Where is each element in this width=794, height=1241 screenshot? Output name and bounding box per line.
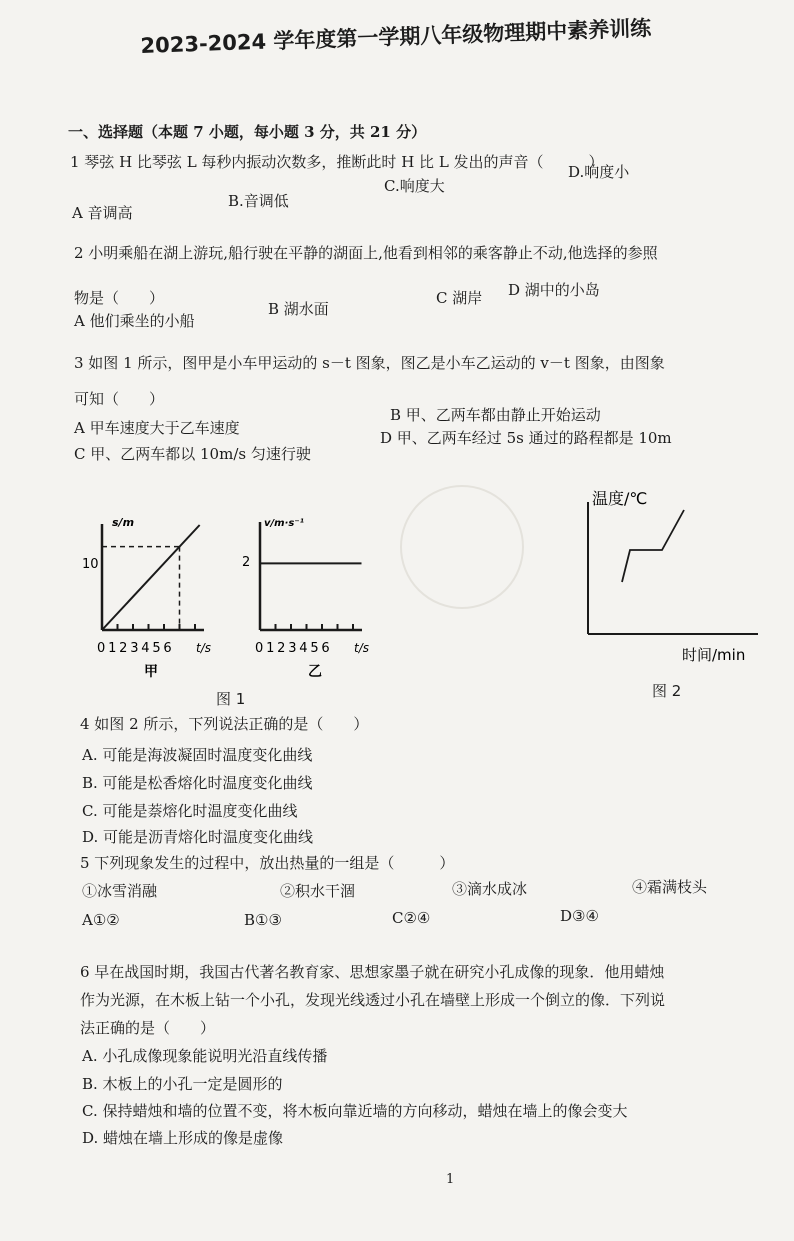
q4-option-c: C. 可能是萘熔化时温度变化曲线	[82, 802, 298, 820]
q6-stem-line3: 法正确的是（ ）	[80, 1019, 216, 1037]
q2-option-c: C 湖岸	[436, 289, 483, 307]
yi-y-label: v/m·s⁻¹	[264, 518, 304, 529]
q1-option-b: B.音调低	[228, 192, 289, 210]
figure2-graph	[572, 482, 772, 672]
figure1-graph-jia	[76, 512, 216, 682]
q2-option-d: D 湖中的小岛	[508, 281, 600, 299]
fig2-y-label: 温度/℃	[592, 489, 648, 508]
q3-option-d: D 甲、乙两车经过 5s 通过的路程都是 10m	[380, 429, 672, 447]
jia-x-tick-labels: 0123456	[97, 641, 175, 656]
yi-y-tick-label: 2	[242, 555, 251, 570]
q2-option-a: A 他们乘坐的小船	[74, 312, 195, 330]
page-title: 2023-2024 学年度第一学期八年级物理期中素养训练	[140, 16, 652, 58]
q5-option-a: A①②	[82, 911, 120, 929]
yi-name: 乙	[308, 664, 322, 680]
fig2-x-label: 时间/min	[682, 646, 746, 664]
q2-stem-line2: 物是（ ）	[74, 289, 165, 307]
jia-series-line	[102, 525, 200, 630]
q3-option-c: C 甲、乙两车都以 10m/s 匀速行驶	[74, 445, 311, 463]
q4-option-a: A. 可能是海波凝固时温度变化曲线	[82, 746, 313, 764]
jia-y-tick-label: 10	[82, 557, 99, 572]
section-heading: 一、选择题（本题 7 小题，每小题 3 分，共 21 分）	[68, 123, 427, 141]
q6-stem-line1: 6 早在战国时期，我国古代著名教育家、思想家墨子就在研究小孔成像的现象．他用蜡烛	[80, 963, 665, 981]
q6-option-a: A. 小孔成像现象能说明光沿直线传播	[82, 1047, 328, 1065]
q3-stem-line2: 可知（ ）	[74, 390, 165, 408]
jia-y-label: s/m	[112, 516, 135, 529]
q5-option-c: C②④	[392, 909, 431, 927]
page-number: 1	[446, 1172, 455, 1187]
q5-item-1: ①冰雪消融	[82, 882, 158, 900]
figure1-caption: 图 1	[216, 690, 246, 708]
q4-option-d: D. 可能是沥青熔化时温度变化曲线	[82, 828, 314, 846]
q5-stem: 5 下列现象发生的过程中，放出热量的一组是（ ）	[80, 854, 455, 872]
q2-stem-line1: 2 小明乘船在湖上游玩,船行驶在平静的湖面上,他看到相邻的乘客静止不动,他选择的参照	[74, 244, 658, 262]
q3-option-a: A 甲车速度大于乙车速度	[74, 419, 240, 437]
q1-option-d: D.响度小	[568, 163, 630, 181]
q5-option-d: D③④	[560, 907, 599, 925]
q4-option-b: B. 可能是松香熔化时温度变化曲线	[82, 774, 313, 792]
q1-stem: 1 琴弦 H 比琴弦 L 每秒内振动次数多，推断此时 H 比 L 发出的声音（ ）	[70, 153, 604, 171]
figure2-caption: 图 2	[652, 682, 682, 700]
q4-stem: 4 如图 2 所示，下列说法正确的是（ ）	[80, 715, 369, 733]
q6-stem-line2: 作为光源，在木板上钻一个小孔，发现光线透过小孔在墙壁上形成一个倒立的像．下列说	[80, 991, 666, 1009]
jia-name: 甲	[144, 664, 158, 680]
q5-item-2: ②积水干涸	[280, 882, 356, 900]
bleed-through-mark	[400, 485, 524, 609]
yi-x-label: t/s	[354, 641, 369, 655]
q3-option-b: B 甲、乙两车都由静止开始运动	[390, 406, 601, 424]
q6-option-b: B. 木板上的小孔一定是圆形的	[82, 1075, 283, 1093]
figure1-graph-yi	[234, 512, 374, 682]
q6-option-d: D. 蜡烛在墙上形成的像是虚像	[82, 1129, 284, 1147]
q5-item-3: ③滴水成冰	[452, 880, 528, 898]
q6-option-c: C. 保持蜡烛和墙的位置不变，将木板向靠近墙的方向移动，蜡烛在墙上的像会变大	[82, 1102, 628, 1120]
fig2-temperature-curve	[622, 510, 684, 582]
q1-option-a: A 音调高	[72, 204, 133, 222]
q5-item-4: ④霜满枝头	[632, 878, 708, 896]
q2-option-b: B 湖水面	[268, 300, 329, 318]
q3-stem-line1: 3 如图 1 所示，图甲是小车甲运动的 s－t 图象，图乙是小车乙运动的 v－t 图象，由图象	[74, 354, 665, 372]
q5-option-b: B①③	[244, 911, 282, 929]
jia-x-label: t/s	[196, 641, 211, 655]
yi-x-tick-labels: 0123456	[255, 641, 333, 656]
q1-option-c: C.响度大	[384, 177, 445, 195]
